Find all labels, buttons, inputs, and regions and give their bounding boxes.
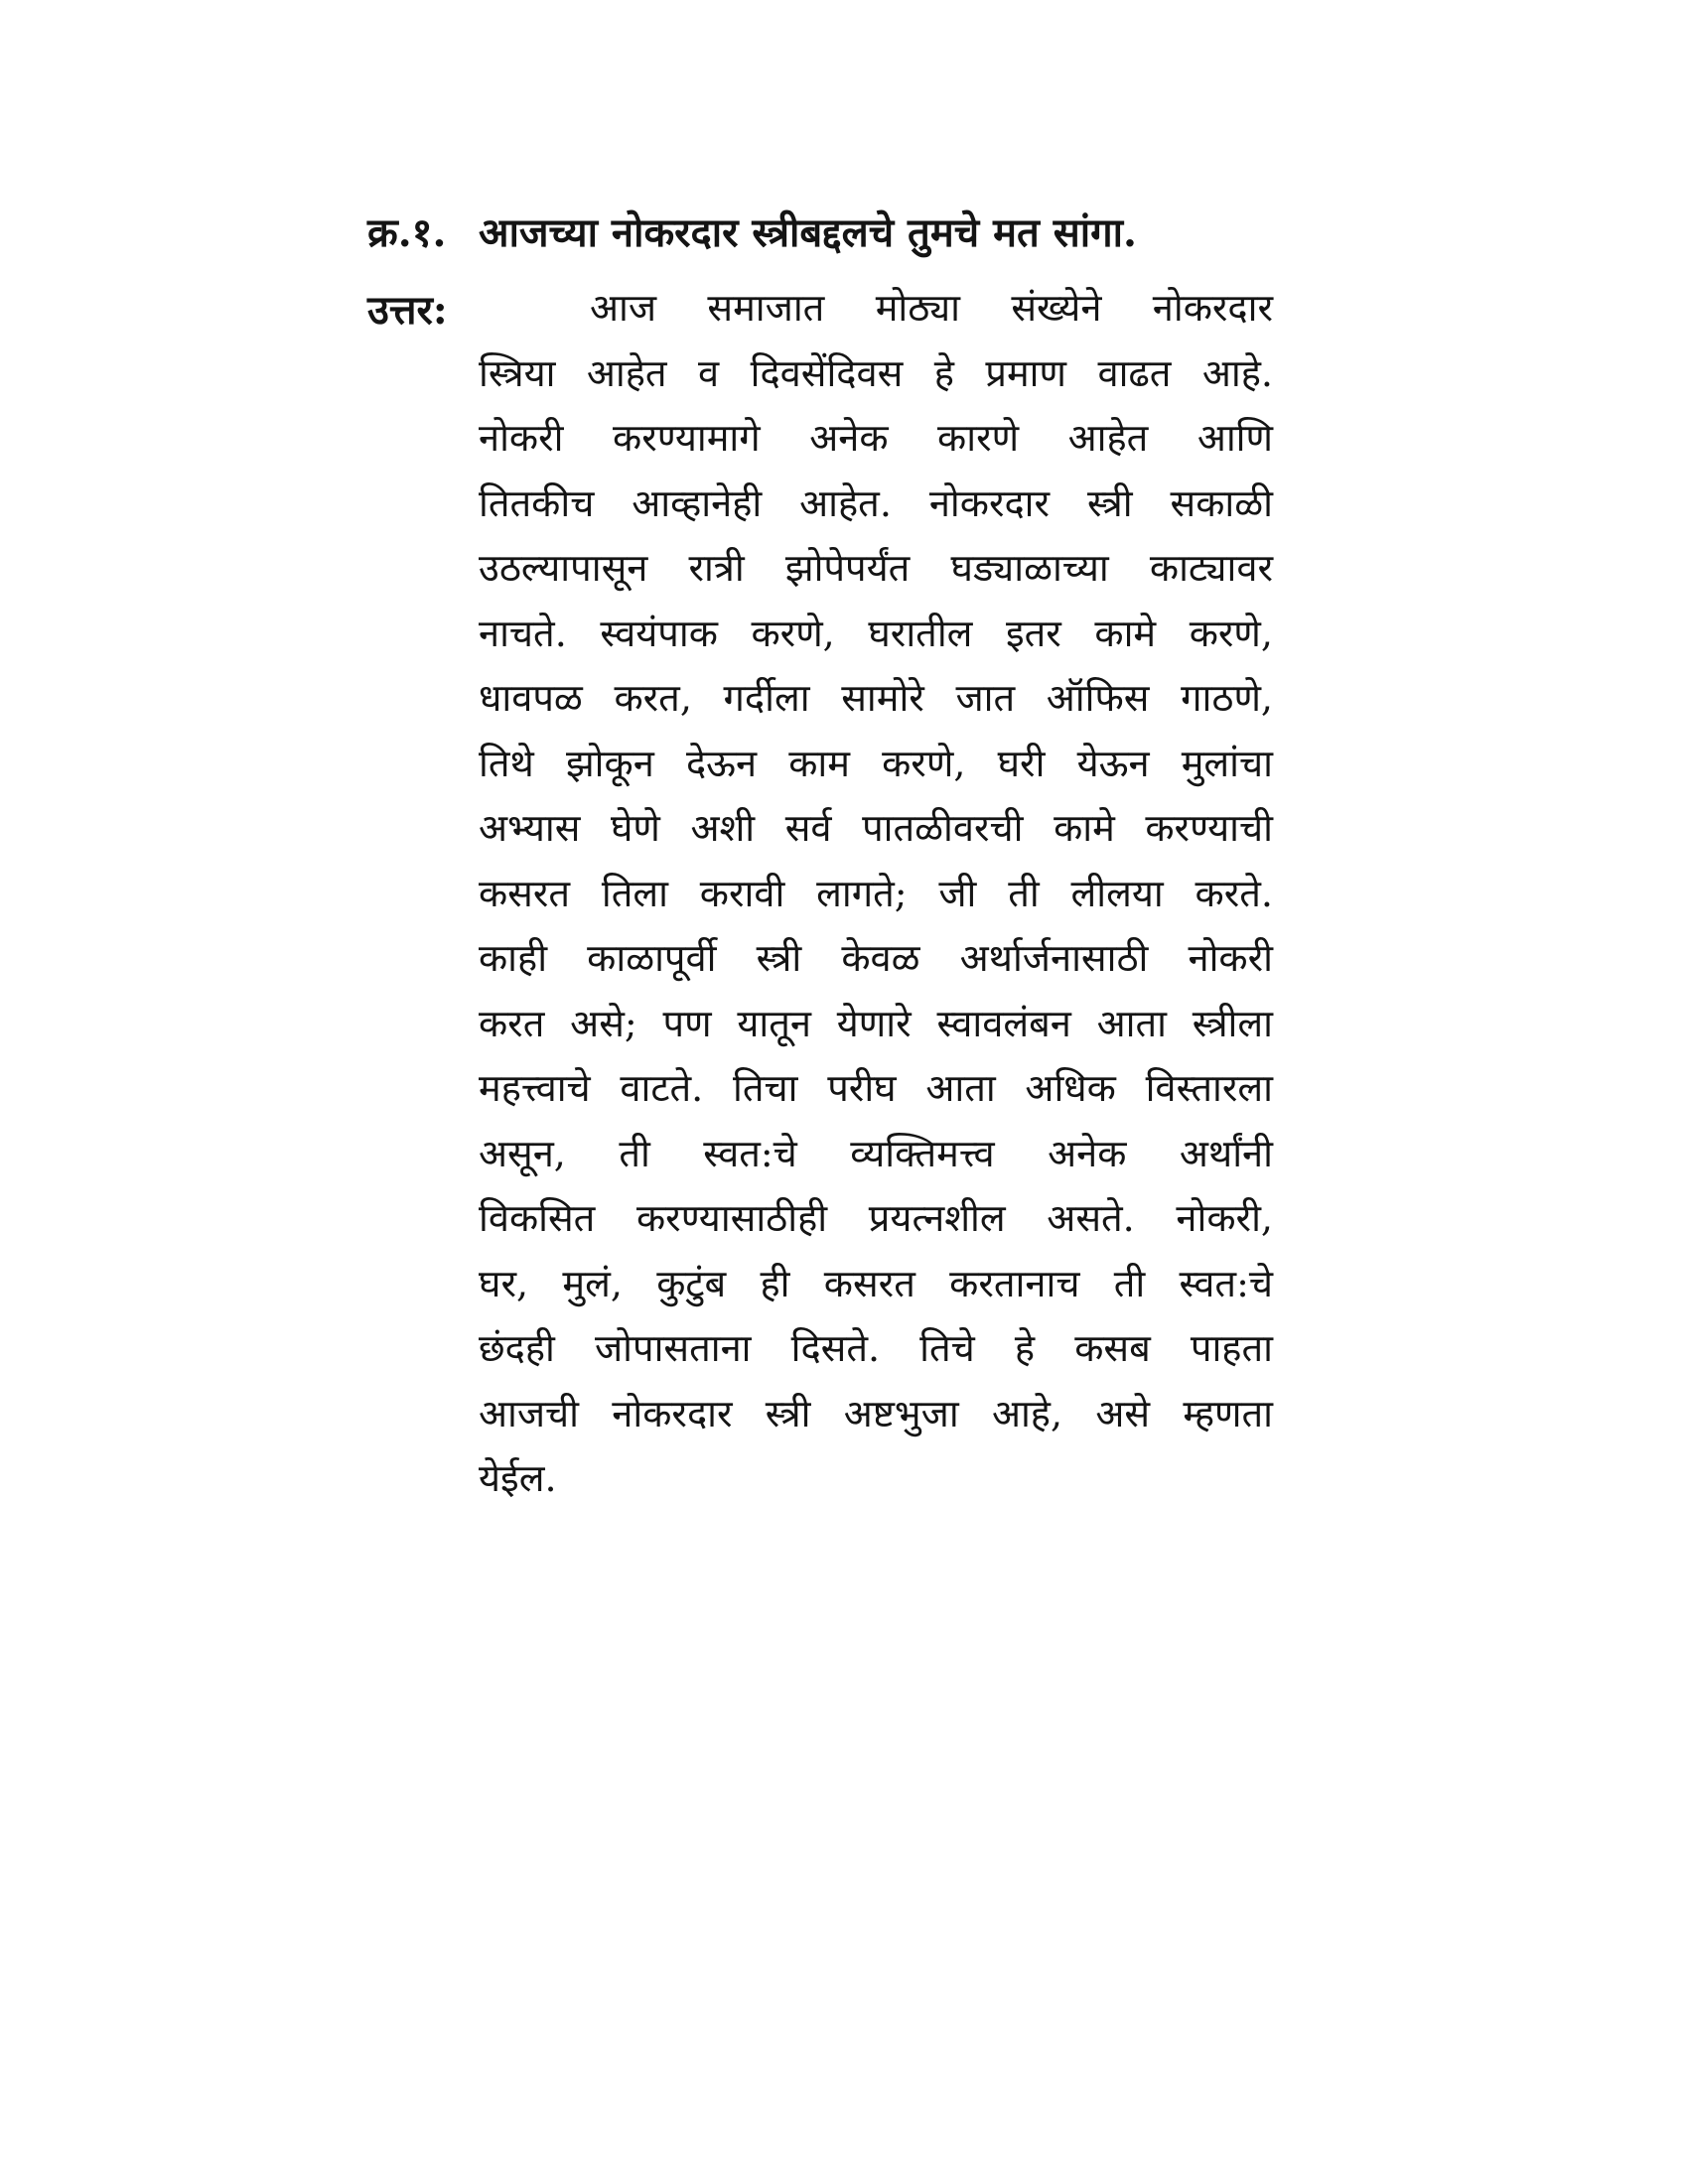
answer-paragraph	[479, 276, 1273, 1512]
answer-label: उत्तर:	[367, 287, 448, 334]
question-number: क्र.१.	[367, 209, 447, 256]
answer-line: घर, मुलं, कुटुंब ही कसरत करतानाच ती स्वत:चे	[479, 1261, 1273, 1305]
answer-line: आज समाजात मोठ्या संख्येने नोकरदार	[590, 286, 1273, 330]
answer-line: नोकरी करण्यामागे अनेक कारणे आहेत आणि	[479, 416, 1273, 460]
question-heading	[367, 204, 1360, 263]
answer-line: उठल्यापासून रात्री झोपेपर्यंत घड्याळाच्या काट्यावर	[479, 546, 1273, 590]
answer-line: काही काळापूर्वी स्त्री केवळ अर्थार्जनासाठी नोकरी	[479, 936, 1273, 980]
answer-line: स्त्रिया आहेत व दिवसेंदिवस हे प्रमाण वाढत आहे.	[479, 350, 1273, 395]
answer-line: करत असे; पण यातून येणारे स्वावलंबन आता स्त्रीला	[479, 1001, 1273, 1045]
answer-line: कसरत तिला करावी लागते; जी ती लीलया करते.	[479, 871, 1273, 915]
answer-line: आजची नोकरदार स्त्री अष्टभुजा आहे, असे म्हणता	[479, 1391, 1273, 1435]
answer-line: तितकीच आव्हानेही आहेत. नोकरदार स्त्री सकाळी	[479, 480, 1273, 525]
answer-line: विकसित करण्यासाठीही प्रयत्नशील असते. नोकरी,	[479, 1196, 1273, 1240]
answer-line: नाचते. स्वयंपाक करणे, घरातील इतर कामे करणे,	[479, 611, 1273, 655]
answer-line: तिथे झोकून देऊन काम करणे, घरी येऊन मुलांचा	[479, 741, 1273, 785]
question-text: आजच्या नोकरदार स्त्रीबद्दलचे तुमचे मत सांगा.	[479, 209, 1137, 256]
answer-line: महत्त्वाचे वाटते. तिचा परीघ आता अधिक विस्तारला	[479, 1066, 1273, 1110]
answer-line: असून, ती स्वत:चे व्यक्तिमत्त्व अनेक अर्थांनी	[479, 1131, 1273, 1175]
answer-line: येईल.	[479, 1456, 557, 1500]
answer-line: अभ्यास घेणे अशी सर्व पातळीवरची कामे करण्याची	[479, 806, 1273, 850]
answer-line: धावपळ करत, गर्दीला सामोरे जात ऑफिस गाठणे,	[479, 676, 1273, 720]
answer-line: छंदही जोपासताना दिसते. तिचे हे कसब पाहता	[479, 1326, 1273, 1370]
